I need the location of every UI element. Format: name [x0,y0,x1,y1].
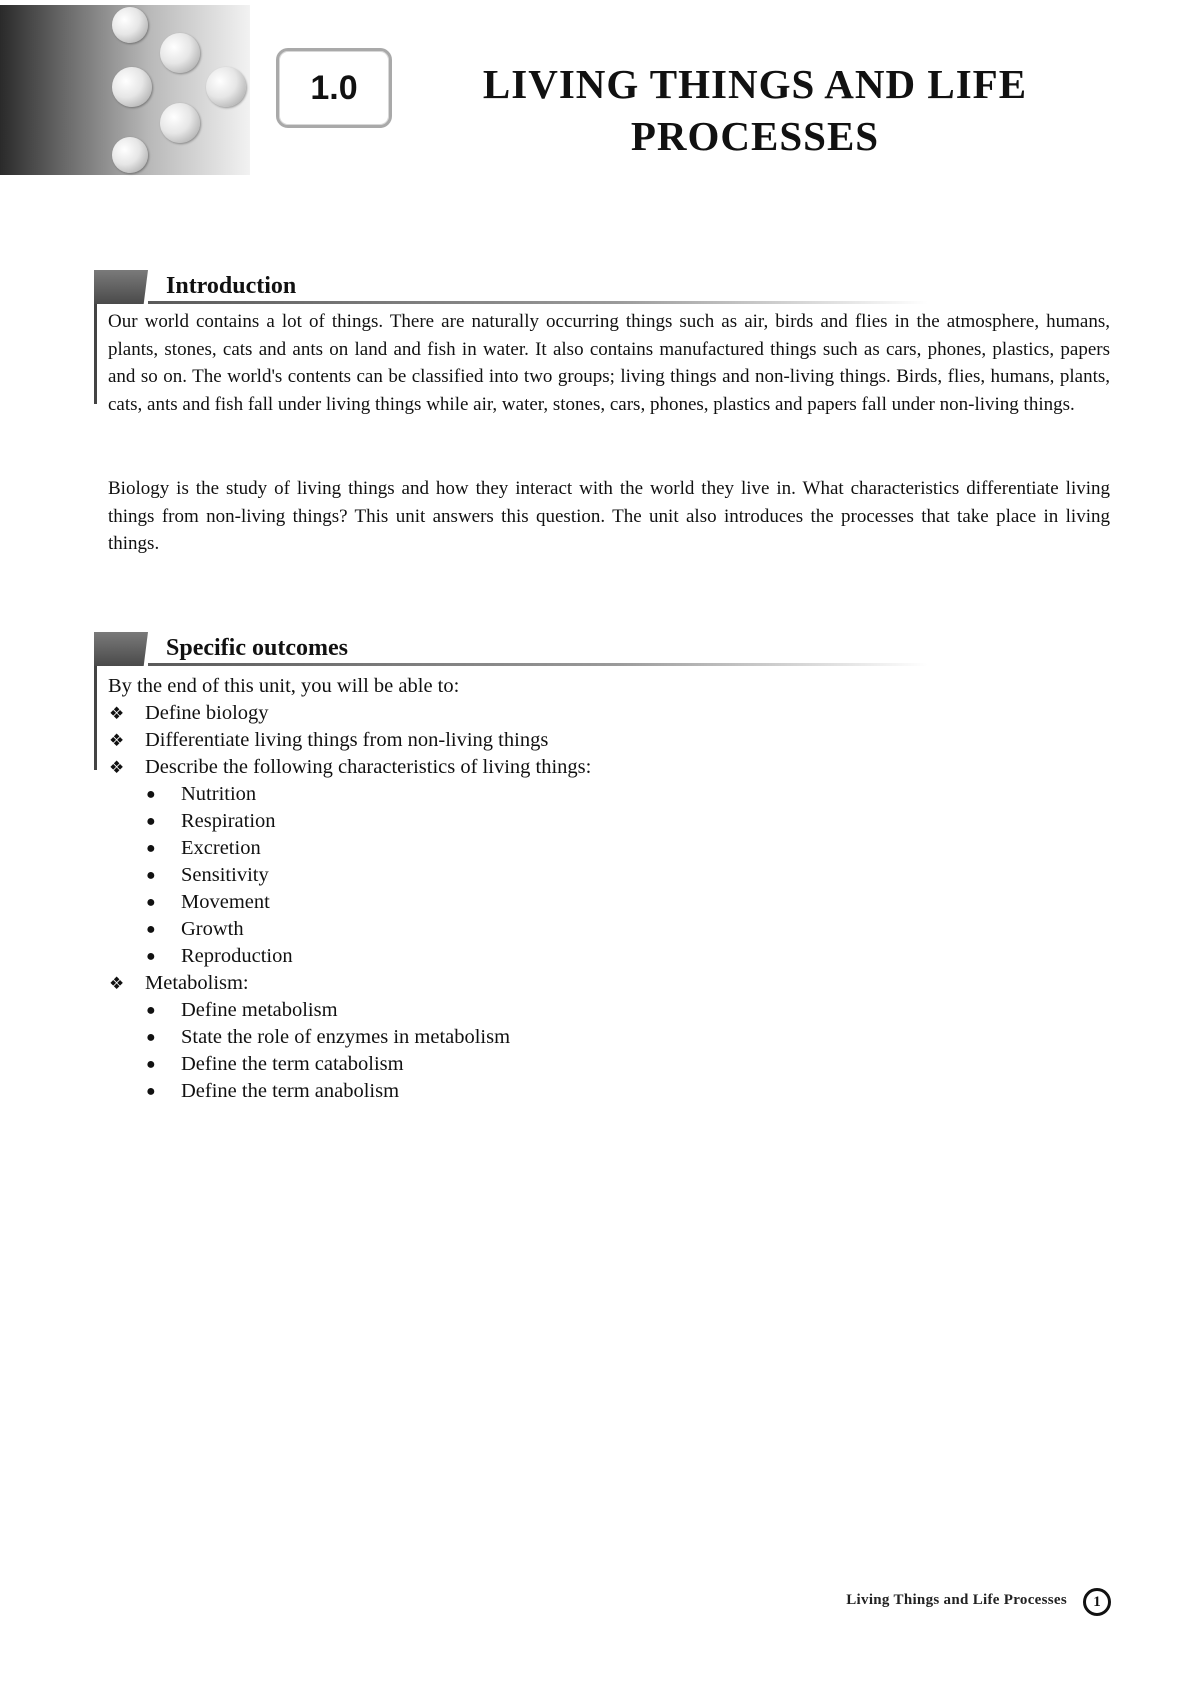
outcome-subitem [108,835,1008,862]
outcome-subitem-text: Reproduction [181,945,293,967]
outcome-subitem [108,1024,1008,1051]
dot-bullet-icon: ● [146,867,156,884]
dot-bullet-icon: ● [146,948,156,965]
unit-number-box [276,48,392,128]
diamond-bullet-icon: ❖ [109,758,125,777]
outcomes-lead: By the end of this unit, you will be able to: [108,675,460,697]
outcomes-list-block [108,673,1008,1105]
dot-bullet-icon: ● [146,921,156,938]
outcome-subitem-text: Sensitivity [181,864,269,886]
outcome-subitem-text: Movement [181,891,270,913]
introduction-header [94,270,914,310]
decorative-disc [160,33,200,73]
outcome-subitem-text: Excretion [181,837,261,859]
dot-bullet-icon: ● [146,1002,156,1019]
outcome-subitem-text: Define the term catabolism [181,1053,404,1075]
outcome-subitem [108,916,1008,943]
outcome-subitem [108,808,1008,835]
decorative-disc [112,67,152,107]
diamond-bullet-icon: ❖ [109,704,125,723]
page-title-line1: LIVING THINGS AND LIFE [482,61,1028,107]
diamond-bullet-icon: ❖ [109,974,125,993]
outcome-subitem-text: Define metabolism [181,999,338,1021]
section-side-bar [94,304,97,404]
outcome-subitem [108,943,1008,970]
header-banner [0,5,250,175]
dot-bullet-icon: ● [146,840,156,857]
introduction-heading: Introduction [166,273,297,299]
outcome-subitem-text: Define the term anabolism [181,1080,400,1102]
outcome-text: Describe the following characteristics of living things: [145,756,592,778]
outcome-item [108,700,1008,727]
outcome-subitem-text: Growth [181,918,244,940]
page-number [1083,1588,1111,1616]
outcome-item [108,970,1008,997]
diamond-bullet-icon: ❖ [109,731,125,750]
decorative-disc [160,103,200,143]
dot-bullet-icon: ● [146,1083,156,1100]
outcome-subitem-text: Nutrition [181,783,257,805]
outcome-subitem [108,862,1008,889]
outcomes-header [94,632,914,672]
dot-bullet-icon: ● [146,813,156,830]
outcome-item [108,754,1008,781]
dot-bullet-icon: ● [146,894,156,911]
section-side-bar [94,666,97,770]
decorative-disc [112,137,148,173]
introduction-paragraph-1: Our world contains a lot of things. There are naturally occurring things such as air, birds and flies in the atmosphere, humans, plants, stones, cats and ants on land and fish in water. It also contains manufactured things such as cars, phones, plastics, papers and so on. The world's contents can be classified into two groups; living things and non-living things. Birds, flies, humans, plants, cats, ants and fish fall under living things while air, water, stones, cars, phones, plastics and papers fall under non-living things. [108,311,1110,415]
page-number-value: 1 [1093,1593,1101,1610]
outcome-subitem [108,889,1008,916]
page-title [440,58,1070,162]
outcome-subitem-text: State the role of enzymes in metabolism [181,1026,511,1048]
outcome-subitem [108,1078,1008,1105]
outcomes-list [108,700,1008,1105]
outcome-subitem [108,1051,1008,1078]
footer-running-title: Living Things and Life Processes [846,1592,1067,1608]
dot-bullet-icon: ● [146,1029,156,1046]
section-tab-marker [94,632,148,666]
decorative-disc [206,67,246,107]
outcome-text: Metabolism: [145,972,249,994]
dot-bullet-icon: ● [146,786,156,803]
outcome-subitem [108,781,1008,808]
dot-bullet-icon: ● [146,1056,156,1073]
outcome-subitem [108,997,1008,1024]
section-tab-marker [94,270,148,304]
outcomes-heading: Specific outcomes [166,635,348,661]
outcome-text: Define biology [145,702,269,724]
outcome-text: Differentiate living things from non-living things [145,729,549,751]
introduction-paragraph-2: Biology is the study of living things and how they interact with the world they live in. What characteristics differentiate living things from non-living things? This unit answers this question. The unit also introduces the processes that take place in living things. [108,478,1110,554]
outcome-item [108,727,1008,754]
decorative-disc [112,7,148,43]
page-title-line2: PROCESSES [630,113,880,159]
outcome-subitem-text: Respiration [181,810,276,832]
unit-number: 1.0 [310,68,358,107]
